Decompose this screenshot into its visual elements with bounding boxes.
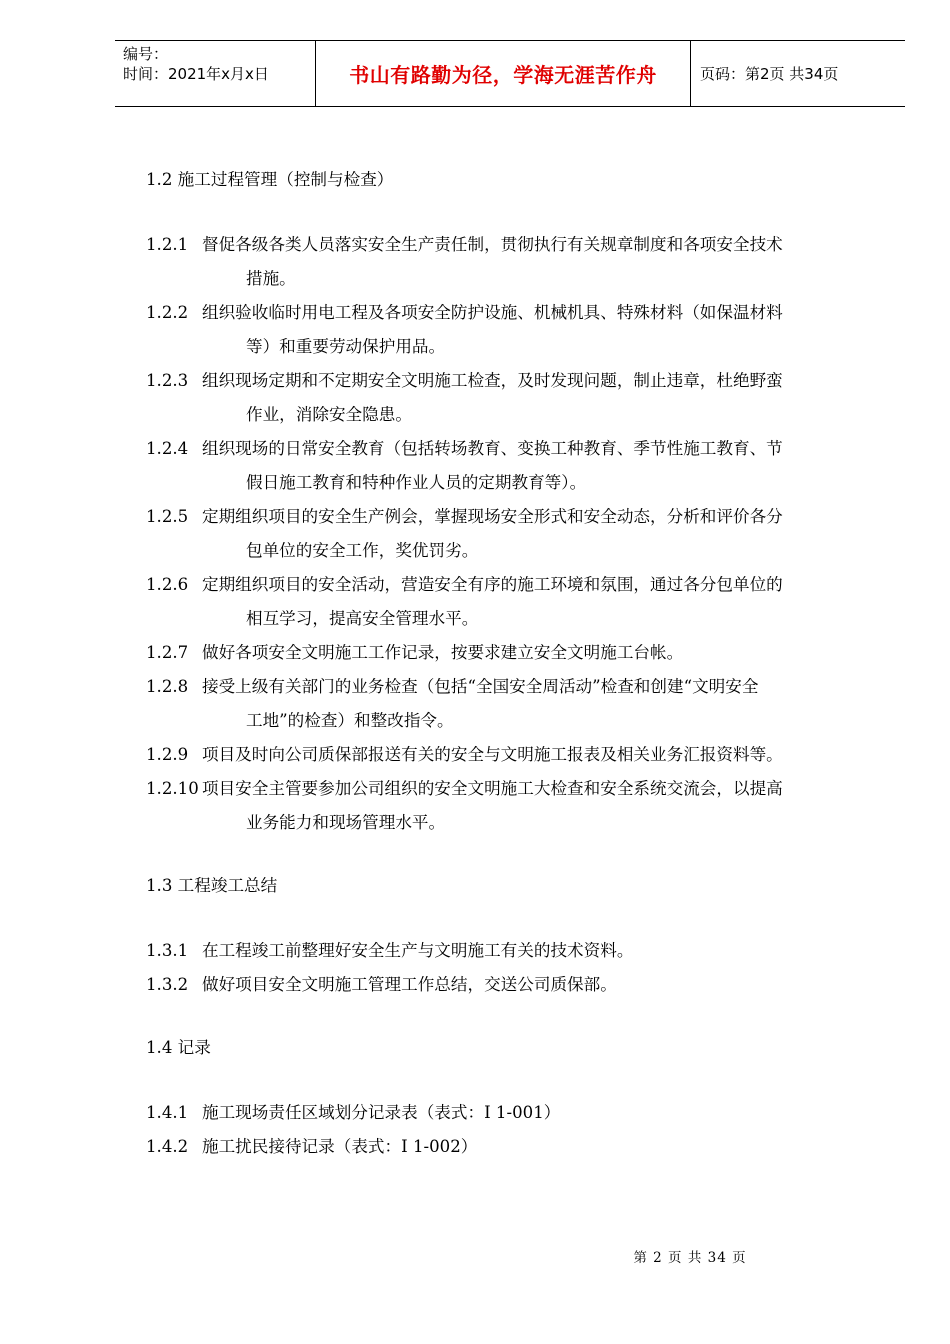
clause-text: 组织现场定期和不定期安全文明施工检查，及时发现问题，制止违章，杜绝野蛮 bbox=[202, 371, 783, 390]
footer-page-number: 第 2 页 共 34 页 bbox=[633, 1250, 747, 1266]
page-header bbox=[115, 40, 905, 107]
clause-text-continued: 相互学习，提高安全管理水平。 bbox=[246, 609, 479, 628]
clause-number: 1.2.8 bbox=[146, 677, 189, 696]
clause-item bbox=[146, 670, 876, 738]
clause-number: 1.2.3 bbox=[146, 371, 189, 390]
clause-item bbox=[146, 636, 876, 670]
clause-text-continued: 工地”的检查）和整改指令。 bbox=[246, 711, 454, 730]
clause-number: 1.2.6 bbox=[146, 575, 189, 594]
section-heading: 1.2 施工过程管理（控制与检查） bbox=[146, 170, 394, 189]
clause-text-continued: 包单位的安全工作，奖优罚劣。 bbox=[246, 541, 479, 560]
section-heading: 1.4 记录 bbox=[146, 1038, 211, 1057]
clause-text: 组织现场的日常安全教育（包括转场教育、变换工种教育、季节性施工教育、节 bbox=[202, 439, 783, 458]
clause-text: 定期组织项目的安全活动，营造安全有序的施工环境和氛围，通过各分包单位的 bbox=[202, 575, 783, 594]
clause-number: 1.2.2 bbox=[146, 303, 189, 322]
clause-number: 1.3.2 bbox=[146, 975, 189, 994]
section-heading: 1.3 工程竣工总结 bbox=[146, 876, 278, 895]
clause-item bbox=[146, 772, 876, 840]
header-motto: 书山有路勤为径，学海无涯苦作舟 bbox=[316, 41, 691, 106]
clause-item bbox=[146, 568, 876, 636]
clause-text: 施工现场责任区域划分记录表（表式：Ⅰ 1-001） bbox=[202, 1103, 561, 1122]
clause-text-continued: 作业，消除安全隐患。 bbox=[246, 405, 412, 424]
clause-text: 施工扰民接待记录（表式：Ⅰ 1-002） bbox=[202, 1137, 478, 1156]
clause-item bbox=[146, 968, 876, 1002]
number-label: 编号： bbox=[123, 45, 169, 63]
clause-text-continued: 业务能力和现场管理水平。 bbox=[246, 813, 446, 832]
document-body bbox=[146, 164, 876, 1164]
clause-text: 项目安全主管要参加公司组织的安全文明施工大检查和安全系统交流会，以提高 bbox=[202, 779, 783, 798]
clause-number: 1.4.1 bbox=[146, 1103, 189, 1122]
clause-item bbox=[146, 738, 876, 772]
clause-item bbox=[146, 500, 876, 568]
clause-number: 1.2.9 bbox=[146, 745, 189, 764]
clause-text: 做好项目安全文明施工管理工作总结，交送公司质保部。 bbox=[202, 975, 617, 994]
clause-number: 1.2.10 bbox=[146, 779, 199, 798]
clause-item bbox=[146, 1130, 876, 1164]
header-meta bbox=[115, 41, 316, 106]
clause-number: 1.2.5 bbox=[146, 507, 189, 526]
clause-text-continued: 措施。 bbox=[246, 269, 296, 288]
clause-number: 1.4.2 bbox=[146, 1137, 189, 1156]
clause-text: 接受上级有关部门的业务检查（包括“全国安全周活动”检查和创建“文明安全 bbox=[202, 677, 759, 696]
clause-item bbox=[146, 1096, 876, 1130]
clause-text: 督促各级各类人员落实安全生产责任制，贯彻执行有关规章制度和各项安全技术 bbox=[202, 235, 783, 254]
clause-text-continued: 假日施工教育和特种作业人员的定期教育等）。 bbox=[246, 473, 587, 492]
clause-text: 在工程竣工前整理好安全生产与文明施工有关的技术资料。 bbox=[202, 941, 634, 960]
clause-text: 定期组织项目的安全生产例会，掌握现场安全形式和安全动态，分析和评价各分 bbox=[202, 507, 783, 526]
header-page-label: 页码：第2页 共34页 bbox=[700, 65, 839, 83]
clause-item bbox=[146, 364, 876, 432]
clause-item bbox=[146, 934, 876, 968]
time-label: 时间：2021年x月x日 bbox=[123, 65, 269, 83]
clause-item bbox=[146, 228, 876, 296]
clause-text: 组织验收临时用电工程及各项安全防护设施、机械机具、特殊材料（如保温材料 bbox=[202, 303, 783, 322]
page-footer bbox=[0, 1246, 950, 1266]
clause-number: 1.2.7 bbox=[146, 643, 189, 662]
clause-item bbox=[146, 296, 876, 364]
clause-text: 做好各项安全文明施工工作记录，按要求建立安全文明施工台帐。 bbox=[202, 643, 684, 662]
clause-item bbox=[146, 432, 876, 500]
clause-text: 项目及时向公司质保部报送有关的安全与文明施工报表及相关业务汇报资料等。 bbox=[202, 745, 783, 764]
clause-number: 1.3.1 bbox=[146, 941, 189, 960]
clause-number: 1.2.4 bbox=[146, 439, 189, 458]
clause-text-continued: 等）和重要劳动保护用品。 bbox=[246, 337, 446, 356]
clause-number: 1.2.1 bbox=[146, 235, 189, 254]
